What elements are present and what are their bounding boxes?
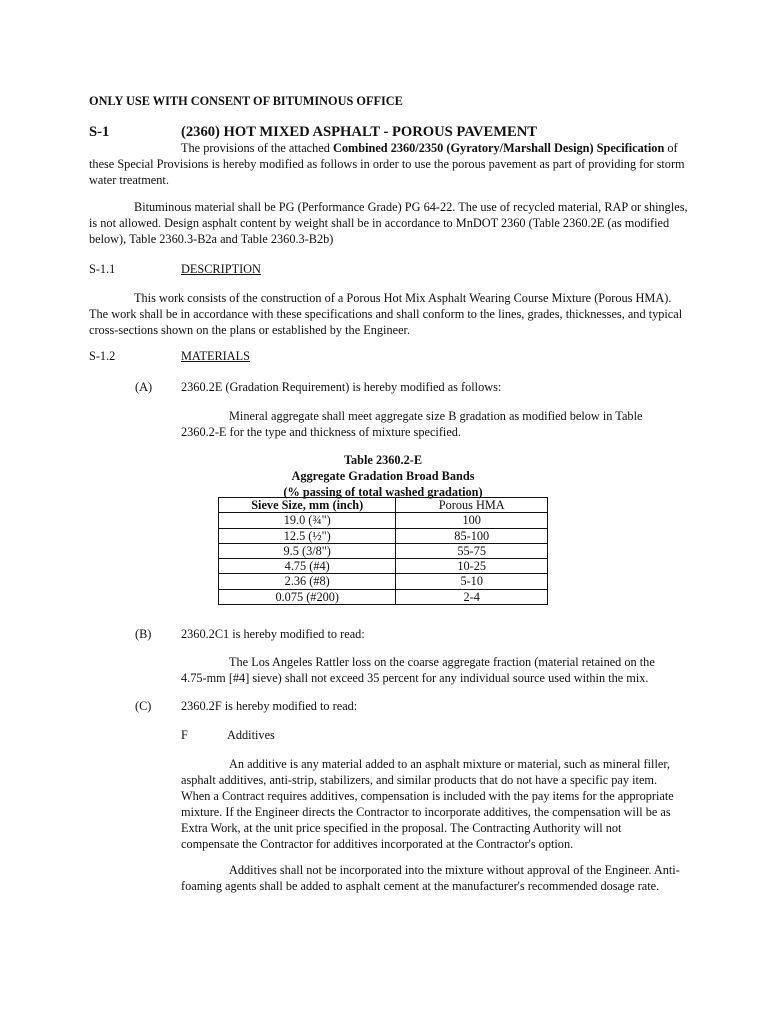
table-caption-number: Table 2360.2-E (343, 453, 423, 467)
table-row (219, 589, 548, 604)
header-porous-hma: Porous HMA (396, 498, 548, 513)
materials-heading: MATERIALS (181, 349, 251, 363)
item-b-detail: The Los Angeles Rattler loss on the coarse aggregate fraction (material retained on the 4.75-mm [#4] sieve) shall not exceed 35 percent for any individual source used within the mix. (181, 655, 655, 685)
item-b-text: 2360.2C1 is hereby modified to read: (181, 627, 365, 641)
header-sieve-size: Sieve Size, mm (inch) (219, 498, 396, 513)
item-a-text: 2360.2E (Gradation Requirement) is hereby modified as follows: (181, 380, 502, 394)
table-header-row (219, 498, 548, 513)
porous-hma-cell: 100 (396, 513, 548, 528)
sieve-size-cell: 19.0 (¾") (219, 513, 396, 528)
intro-spec-name: Combined 2360/2350 (Gyratory/Marshall Design) Specification (332, 141, 665, 155)
item-b-label: (B) (135, 627, 152, 641)
table-caption-title: Aggregate Gradation Broad Bands (291, 469, 475, 483)
table-row (219, 543, 548, 558)
bituminous-paragraph: Bituminous material shall be PG (Performance Grade) PG 64-22. The use of recycled material, RAP or shingles, is not allowed. Design asphalt content by weight shall be in accordance to MnDOT 2360 (Table 2360.2E (as modified below), Table 2360.3-B2a and Table 2360.3-B2b) (89, 200, 688, 246)
sieve-size-cell: 4.75 (#4) (219, 559, 396, 574)
item-f-heading: Additives (227, 728, 275, 742)
item-c-label: (C) (135, 699, 152, 713)
additives-paragraph-1: An additive is any material added to an asphalt mixture or material, such as mineral filler, asphalt additives, anti-strip, stabilizers, and similar products that do not have a specific pay item. When a Contract requires additives, compensation is included with the pay items for the appropriate mixture. If the Engineer directs the Contractor to incorporate additives, the compensation will be as Extra Work, at the unit price specified in the proposal. The Contracting Authority will not compensate the Contractor for additives incorporated at the Contractor's option. (181, 757, 674, 851)
porous-hma-cell: 2-4 (396, 589, 548, 604)
table-row (219, 528, 548, 543)
description-number: S-1.1 (89, 262, 116, 276)
porous-hma-cell: 5-10 (396, 574, 548, 589)
item-f-label: F (181, 728, 188, 742)
description-paragraph: This work consists of the construction of a Porous Hot Mix Asphalt Wearing Course Mixture (Porous HMA). The work shall be in accordance with these specifications and shall conform to the lines, grades, thicknesses, and typical cross-sections shown on the plans or established by the Engineer. (89, 291, 683, 337)
intro-text-pre: The provisions of the attached (181, 141, 333, 155)
section-title: (2360) HOT MIXED ASPHALT - POROUS PAVEMENT (181, 124, 537, 140)
item-a-label: (A) (135, 380, 153, 394)
gradation-table (218, 497, 548, 605)
additives-paragraph-2: Additives shall not be incorporated into the mixture without approval of the Engineer. Anti-foaming agents shall be added to asphalt cement at the manufacturer's recommended dosage rate. (181, 863, 680, 893)
intro-text-post: of these Special Provisions is hereby modified as follows in order to use the porous pavement as part of providing for storm water treatment. (89, 141, 685, 187)
sieve-size-cell: 9.5 (3/8") (219, 543, 396, 558)
table-row (219, 574, 548, 589)
item-a-detail: Mineral aggregate shall meet aggregate size B gradation as modified below in Table 2360.2-E for the type and thickness of mixture specified. (181, 409, 643, 439)
sieve-size-cell: 2.36 (#8) (219, 574, 396, 589)
item-c-text: 2360.2F is hereby modified to read: (181, 699, 358, 713)
consent-notice: ONLY USE WITH CONSENT OF BITUMINOUS OFFICE (89, 94, 403, 108)
table-row (219, 513, 548, 528)
porous-hma-cell: 85-100 (396, 528, 548, 543)
sieve-size-cell: 0.075 (#200) (219, 589, 396, 604)
sieve-size-cell: 12.5 (½") (219, 528, 396, 543)
table-caption (218, 452, 548, 500)
table-row (219, 559, 548, 574)
porous-hma-cell: 10-25 (396, 559, 548, 574)
section-number: S-1 (89, 124, 110, 140)
porous-hma-cell: 55-75 (396, 543, 548, 558)
description-heading: DESCRIPTION (181, 262, 261, 276)
table-caption-subtitle: (% passing of total washed gradation) (283, 485, 483, 499)
intro-paragraph (89, 140, 694, 188)
materials-number: S-1.2 (89, 349, 116, 363)
